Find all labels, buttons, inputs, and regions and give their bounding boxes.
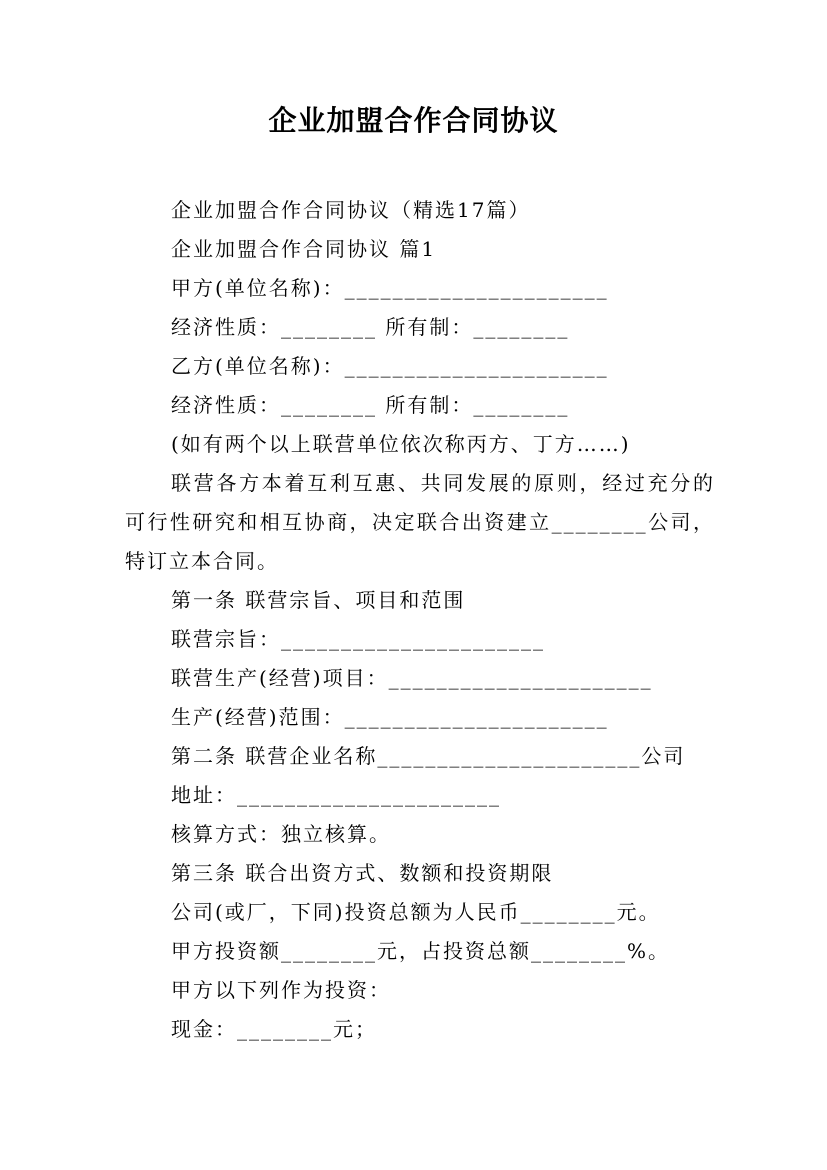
article-3-heading: 第三条 联合出资方式、数额和投资期限 bbox=[171, 861, 554, 885]
project-field: 联营生产(经营)项目：______________________ bbox=[171, 666, 653, 690]
party-b-name-field: 乙方(单位名称)：______________________ bbox=[171, 354, 609, 378]
article-1-heading: 第一条 联营宗旨、项目和范围 bbox=[171, 588, 466, 612]
section-heading: 企业加盟合作合同协议 篇1 bbox=[171, 237, 437, 261]
party-a-nature-field: 经济性质：________ 所有制：________ bbox=[171, 315, 570, 339]
address-field: 地址：______________________ bbox=[171, 783, 501, 807]
intro-paragraph: 联营各方本着互利互惠、共同发展的原则，经过充分的可行性研究和相互协商，决定联合出资建立________公司，特订立本合同。 bbox=[125, 471, 715, 573]
document-body bbox=[125, 191, 715, 1049]
party-a-investment-items: 甲方以下列作为投资： bbox=[171, 978, 391, 1002]
purpose-field: 联营宗旨：______________________ bbox=[171, 627, 545, 651]
accounting-line: 核算方式：独立核算。 bbox=[171, 822, 391, 846]
cash-line: 现金：________元； bbox=[171, 1017, 377, 1041]
party-b-nature-field: 经济性质：________ 所有制：________ bbox=[171, 393, 570, 417]
subtitle-line: 企业加盟合作合同协议（精选17篇） bbox=[171, 198, 531, 222]
total-investment-line: 公司(或厂，下同)投资总额为人民币________元。 bbox=[171, 900, 661, 924]
party-a-investment-line: 甲方投资额________元，占投资总额________%。 bbox=[171, 939, 671, 963]
document-title: 企业加盟合作合同协议 bbox=[268, 104, 559, 137]
note-line: (如有两个以上联营单位依次称丙方、丁方……) bbox=[171, 432, 631, 456]
party-a-name-field: 甲方(单位名称)：______________________ bbox=[171, 276, 609, 300]
article-2-heading: 第二条 联营企业名称______________________公司 bbox=[171, 744, 686, 768]
scope-field: 生产(经营)范围：______________________ bbox=[171, 705, 609, 729]
